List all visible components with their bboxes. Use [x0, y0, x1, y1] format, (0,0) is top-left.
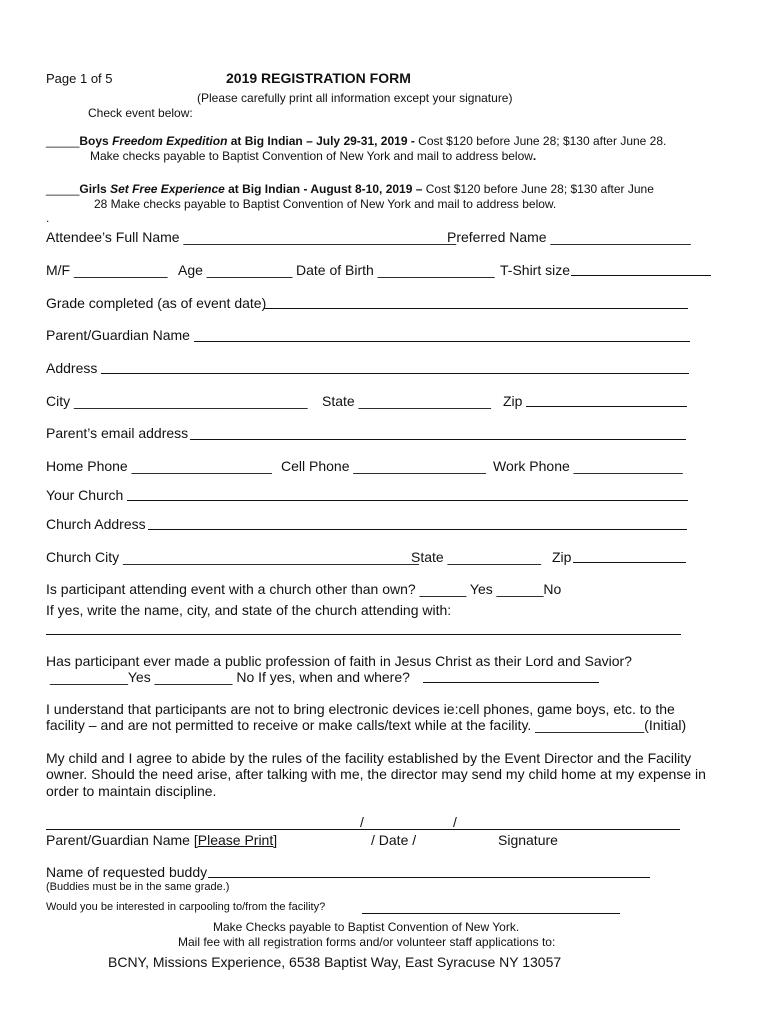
church-address-label: Church Address [46, 516, 146, 532]
event-boys-checks-text: Make checks payable to Baptist Convention of New York and mail to address below [90, 149, 533, 163]
footer-checks: Make Checks payable to Baptist Convention of New York. [213, 920, 520, 934]
event-girls-place: at Big Indian - August 8-10, 2019 – [224, 182, 426, 196]
state-field[interactable]: State _________________ [322, 393, 491, 409]
carpool-label: Would you be interested in carpooling to/from the facility? [46, 901, 326, 913]
dob-field[interactable]: Date of Birth _______________ [296, 262, 495, 278]
event-boys-place: at Big Indian – July 29-31, 2019 - [227, 134, 419, 148]
event-boys-checks [90, 149, 536, 163]
preferred-name-field[interactable]: Preferred Name __________________ [447, 229, 691, 245]
signature-slash-1: / [360, 814, 364, 830]
event-girls-checks: 28 Make checks payable to Baptist Convention of New York and mail to address below. [94, 197, 557, 211]
parent-print-text: Parent/Guardian Name [46, 832, 194, 848]
other-church-ifyes: If yes, write the name, city, and state of the church attending with: [46, 602, 452, 618]
tshirt-label: T-Shirt size [500, 262, 571, 278]
rules-text-2: owner. Should the need arise, after talking with me, the director may send my child home at my expense in [46, 766, 706, 782]
profession-answer[interactable]: __________Yes __________ No If yes, when and where? [50, 669, 410, 685]
city-field[interactable]: City ______________________________ [46, 393, 308, 409]
parent-print-label [46, 832, 277, 848]
signature-label: Signature [498, 832, 558, 848]
event-girls[interactable] [46, 182, 654, 196]
date-label: / Date / [371, 832, 417, 848]
carpool-input-line[interactable] [362, 913, 620, 914]
devices-text-2[interactable]: facility – and are not permitted to receive or make calls/text while at the facility. ______________(Initial) [46, 717, 687, 733]
footer-mail: Mail fee with all registration forms and/or volunteer staff applications to: [178, 935, 556, 949]
mf-field[interactable]: M/F ____________ [46, 262, 168, 278]
your-church-label: Your Church [46, 487, 124, 503]
form-title: 2019 REGISTRATION FORM [226, 70, 411, 86]
event-boys-cost: Cost $120 before June 28; $130 after June 28. [418, 134, 667, 148]
church-city-field[interactable]: Church City ______________________________________ [46, 549, 419, 565]
profession-when-line[interactable] [423, 682, 599, 683]
event-boys-name: Freedom Expedition [112, 134, 228, 148]
other-church-input-line[interactable] [46, 634, 681, 635]
rules-text-3: order to maintain discipline. [46, 783, 217, 799]
other-church-question[interactable]: Is participant attending event with a church other than own? ______ Yes ______No [46, 581, 562, 597]
age-field[interactable]: Age ___________ [178, 262, 293, 278]
zip-input-line[interactable] [526, 406, 687, 407]
event-girls-blank[interactable]: _____ [46, 182, 80, 196]
parent-email-label: Parent’s email address [46, 425, 189, 441]
page-label: Page 1 of 5 [46, 71, 113, 86]
devices-text-1: I understand that participants are not to bring electronic devices ie:cell phones, game boys, etc. to the [46, 701, 675, 717]
check-event-label: Check event below: [88, 106, 193, 120]
grade-label: Grade completed (as of event date) [46, 295, 267, 311]
your-church-input-line[interactable] [127, 500, 688, 501]
church-zip-input-line[interactable] [573, 562, 686, 563]
church-state-field[interactable]: State ____________ [411, 549, 542, 565]
rules-text-1: My child and I agree to abide by the rules of the facility established by the Event Director and the Facility [46, 750, 692, 766]
parent-name-input-line[interactable] [194, 341, 690, 342]
event-girls-cost: Cost $120 before June 28; $130 after June [425, 182, 654, 196]
stray-dot: . [46, 211, 50, 225]
zip-label: Zip [503, 393, 523, 409]
parent-email-input-line[interactable] [190, 439, 686, 440]
event-boys-blank[interactable]: _____ [46, 134, 80, 148]
buddy-input-line[interactable] [208, 877, 650, 878]
event-boys[interactable] [46, 134, 666, 148]
event-boys-period: . [532, 149, 537, 163]
footer-address: BCNY, Missions Experience, 6538 Baptist Way, East Syracuse NY 13057 [108, 954, 562, 970]
address-label: Address [46, 360, 98, 376]
event-girls-name: Set Free Experience [110, 182, 225, 196]
profession-question: Has participant ever made a public profession of faith in Jesus Christ as their Lord and Savior? [46, 653, 632, 669]
attendee-name-field[interactable]: Attendee’s Full Name ___________________________________ [46, 229, 456, 245]
tshirt-input-line[interactable] [571, 275, 711, 276]
buddy-label: Name of requested buddy [46, 864, 208, 880]
grade-input-line[interactable] [264, 308, 688, 309]
event-boys-prefix: Boys [79, 134, 113, 148]
signature-slash-2: / [453, 814, 457, 830]
event-girls-prefix: Girls [79, 182, 111, 196]
cell-phone-field[interactable]: Cell Phone _________________ [281, 458, 486, 474]
buddy-note: (Buddies must be in the same grade.) [46, 881, 230, 893]
print-instruction: (Please carefully print all information except your signature) [197, 91, 513, 105]
address-input-line[interactable] [101, 373, 689, 374]
work-phone-field[interactable]: Work Phone ______________ [493, 458, 683, 474]
parent-name-label: Parent/Guardian Name [46, 327, 190, 343]
please-print-text: [Please Print] [193, 832, 278, 848]
home-phone-field[interactable]: Home Phone __________________ [46, 458, 272, 474]
church-address-input-line[interactable] [148, 529, 687, 530]
church-zip-label: Zip [552, 549, 572, 565]
